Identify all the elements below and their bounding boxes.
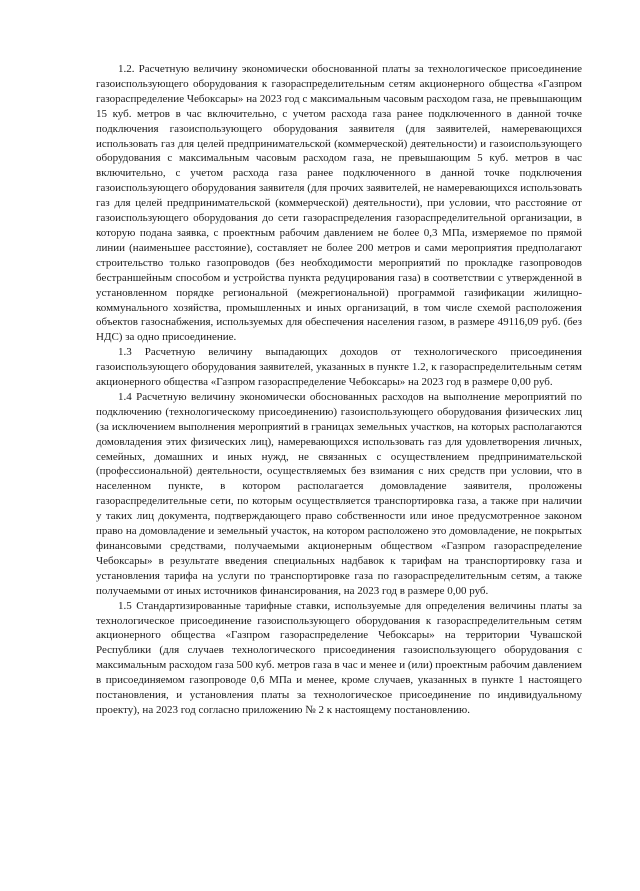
paragraph-1-4: 1.4 Расчетную величину экономически обоснованных расходов на выполнение мероприятий по подключению (технологическому присоединению) газоиспользующего оборудования физических лиц (за исключением выполнения мероприятий в границах земельных участков, на которых располагаются домовладения этих физических лиц), намеревающихся использовать газ для удовлетворения личных, семейных, домашних и иных нужд, не связанных с осуществлением предпринимательской (профессиональной) деятельности, осуществляемых без взимания с них средств при условии, что в населенном пункте, в котором располагается домовладение заявителя, проложены газораспределительные сети, по которым осуществляется транспортировка газа, а также при наличии у таких лиц документа, подтверждающего право собственности или иное предусмотренное законом право на домовладение и земельный участок, на котором расположено это домовладение, не покрытых финансовыми средствами, получаемыми акционерным обществом «Газпром газораспределение Чебоксары» в результате введения специальных надбавок к тарифам на транспортировку газа и установления тарифа на услуги по транспортировке газа по газораспределительным сетям, а также получаемыми от иных источников финансирования, на 2023 год в размере 0,00 руб.	[96, 390, 582, 597]
paragraph-1-3: 1.3 Расчетную величину выпадающих доходов от технологического присоединения газоиспользующего оборудования заявителей, указанных в пункте 1.2, к газораспределительным сетям акционерного общества «Газпром газораспределение Чебоксары» на 2023 год в размере 0,00 руб.	[96, 346, 582, 389]
document-page	[96, 62, 582, 718]
paragraph-1-2: 1.2. Расчетную величину экономически обоснованной платы за технологическое присоединение газоиспользующего оборудования к газораспределительным сетям акционерного общества «Газпром газораспределение Чебоксары» на 2023 год с максимальным часовым расходом газа, не превышающим 15 куб. метров в час включительно, с учетом расхода газа ранее подключенного в данной точке подключения газоиспользующего оборудования заявителя (для заявителей, намеревающихся использовать газ для целей предпринимательской (коммерческой) деятельности) и газоиспользующего оборудования с максимальным часовым расходом газа, не превышающим 5 куб. метров в час включительно, с учетом расхода газа ранее подключенного в данной точке подключения газоиспользующего оборудования заявителя (для прочих заявителей, не намеревающихся использовать газ для целей предпринимательской (коммерческой) деятельности), при условии, что расстояние от газоиспользующего оборудования до сети газораспределения газораспределительной организации, в которую подана заявка, с проектным рабочим давлением не более 0,3 МПа, измеряемое по прямой линии (наименьшее расстояние), составляет не более 200 метров и сами мероприятия предполагают строительство только газопроводов (без необходимости мероприятий по прокладке газопроводов бестраншейным способом и устройства пункта редуцирования газа) в соответствии с утвержденной в установленном порядке региональной (межрегиональной) программой газификации жилищно-коммунального хозяйства, промышленных и иных организаций, в том числе схемой расположения объектов газоснабжения, используемых для обеспечения населения газом, в размере 49116,09 руб. (без НДС) за одно присоединение.	[96, 63, 582, 344]
paragraph-1-5: 1.5 Стандартизированные тарифные ставки, используемые для определения величины платы за технологическое присоединение газоиспользующего оборудования к газораспределительным сетям акционерного общества «Газпром газораспределение Чебоксары» на территории Чувашской Республики (для случаев технологического присоединения газоиспользующего оборудования с максимальным расходом газа 500 куб. метров газа в час и менее и (или) проектным рабочим давлением в присоединяемом газопроводе 0,6 МПа и менее, кроме случаев, указанных в пункте 1 настоящего постановления, и установления платы за технологическое присоединение по индивидуальному проекту), на 2023 год согласно приложению № 2 к настоящему постановлению.	[96, 599, 582, 716]
